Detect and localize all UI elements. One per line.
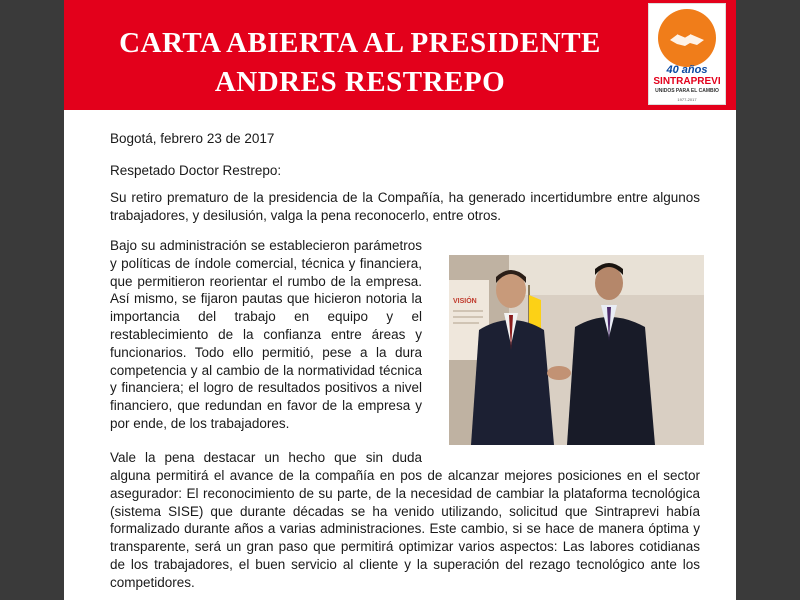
title-line-1: CARTA ABIERTA AL PRESIDENTE bbox=[119, 27, 601, 59]
paragraph-3-start: Vale la pena destacar un hecho que sin duda bbox=[110, 450, 422, 465]
paragraph-2: Bajo su administración se establecieron parámetros y políticas de índole comercial, técnica y financiera, que permitieron reorientar el rumbo de la empresa. Así mismo, se fijaron pautas que hicieron notoria la importancia del trabajo en equipo y el restablecimiento de la confianza entre áreas y funcionarios. Todo ello permitió, pese a la dura competencia y al cambio de la normatividad técnica y financiera; el logro de resultados positivos a nivel financiero, que redundan en favor de la empresa y por ende, de los trabajadores. bbox=[110, 238, 422, 431]
logo-name: SINTRAPREVI bbox=[653, 76, 721, 87]
meeting-photo bbox=[449, 255, 704, 445]
title-line-2: ANDRES RESTREPO bbox=[214, 66, 506, 98]
header-banner bbox=[64, 0, 736, 110]
salutation: Respetado Doctor Restrepo: bbox=[110, 163, 282, 178]
paragraph-3: alguna permitirá el avance de la compañía en pos de alcanzar mejores posiciones en el sector asegurador: El reconocimiento de su parte, de la necesidad de cambiar la plataforma tecnológica (sistema SISE) que durante décadas se ha venido utilizando, solicitud que Sintraprevi había formalizado durante años a varias administraciones. Este cambio, si se hace de manera óptima y transparente, será un gran paso que permitirá optimizar varios aspectos: Las labores cotidianas de los trabajadores, el buen servicio al cliente y la superación del rezago tecnológico ante los competidores. bbox=[110, 468, 700, 590]
date-line: Bogotá, febrero 23 de 2017 bbox=[110, 131, 275, 146]
logo-dates: 1977-2017 bbox=[677, 97, 697, 102]
logo-years: 40 años bbox=[666, 64, 708, 76]
photo-sign-text: VISIÓN bbox=[453, 298, 477, 305]
paragraph-1: Su retiro prematuro de la presidencia de la Compañía, ha generado incertidumbre entre algunos trabajadores, y desilusión, valga la pena reconocerlo, entre otros. bbox=[110, 190, 700, 223]
logo-slogan: UNIDOS PARA EL CAMBIO bbox=[655, 88, 719, 94]
logo-emblem bbox=[658, 9, 716, 67]
handshake-icon bbox=[668, 28, 706, 48]
photo-illustration bbox=[449, 255, 704, 445]
sintraprevi-logo bbox=[648, 3, 726, 105]
letter-page bbox=[64, 0, 736, 600]
page-title bbox=[64, 24, 656, 102]
